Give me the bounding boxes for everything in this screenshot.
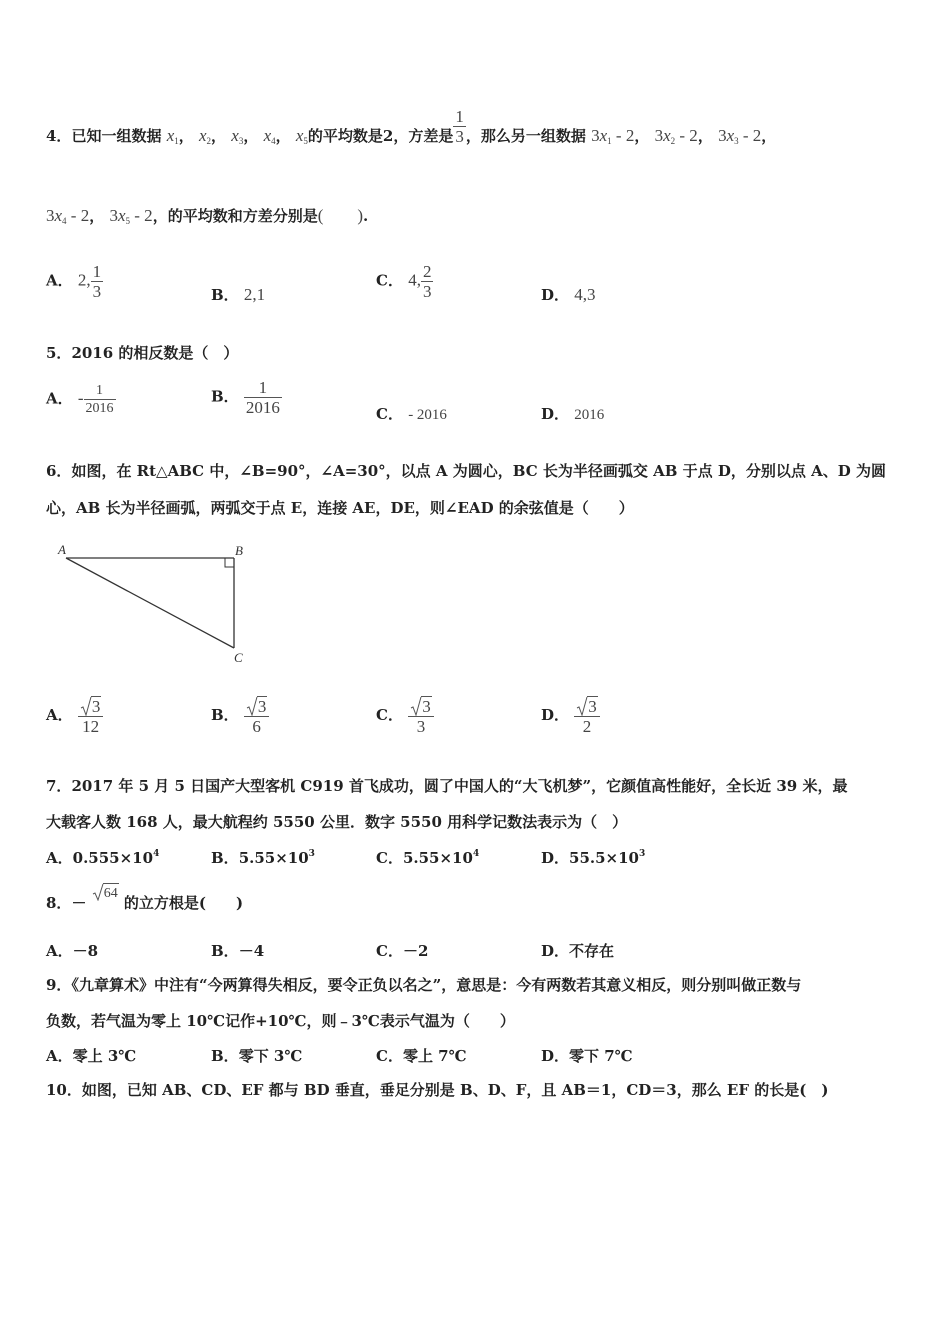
q4-var-x2: $x_2$ [198, 126, 212, 146]
q4-var-x5: $x_5$ [295, 126, 308, 146]
q9-stem-line-1: 9．《九章算术》中注有“今两算得失相反，要令正负以名之”，意思是：今有两数若其意义相反，则分别叫做正数与 [46, 976, 802, 994]
q6-stem-line-1: 6．如图，在 Rt△ABC 中，∠B=90°，∠A=30°，以点 A 为圆心，BC 长为半径画弧交 AB 于点 D，分别以点 A、D 为圆 [46, 462, 886, 480]
q6-option-a[interactable]: A． $\frac{3}{12}$ [46, 696, 103, 736]
q4-var-x4: $x_4$ [263, 126, 276, 146]
q4-option-b[interactable]: B． 2,1 [211, 285, 266, 304]
q8-sqrt-64: 64 [92, 883, 119, 904]
q4-option-a[interactable]: A． 2, $\frac{1}{3}$ [46, 262, 102, 301]
q7-option-b[interactable]: B．$5.55\times 10^3$ [211, 849, 315, 867]
q6-option-d[interactable]: D． $\frac{3}{2}$ [541, 696, 600, 736]
q9-option-a[interactable]: A．零上 3℃ [46, 1047, 137, 1065]
q5-option-b[interactable]: B． $\frac{1}{2016}$ [211, 378, 280, 417]
q6-stem-line-2: 心，AB 长为半径画弧，两弧交于点 E，连接 AE，DE，则∠EAD 的余弦值是（ ） [46, 499, 634, 517]
q4-option-d[interactable]: D． 4,3 [541, 285, 596, 304]
q4-text-4: 的平均数和方差分别是 [167, 207, 318, 225]
q4-expr-5: $3x_5 - 2$ [109, 206, 153, 226]
q4-line-2: $3x_4 - 2$， $3x_5 - 2$，的平均数和方差分别是( ). [46, 206, 369, 226]
q9-option-b[interactable]: B．零下 3℃ [211, 1047, 303, 1065]
q8-option-a[interactable]: A．－8 [46, 942, 99, 960]
q4-number: 4． [46, 127, 72, 145]
q7-option-c[interactable]: C．$5.55\times 10^4$ [376, 849, 480, 867]
q5-stem: 5．2016 的相反数是（ ） [46, 344, 239, 362]
fig-label-b: B [235, 543, 243, 558]
q4-var-x3: $x_3$ [231, 126, 244, 146]
q9-option-c[interactable]: C．零上 7℃ [376, 1047, 467, 1065]
q5-option-d[interactable]: D． 2016 [541, 405, 605, 423]
q5-option-c[interactable]: C． - 2016 [376, 405, 447, 423]
q9-option-d[interactable]: D．零下 7℃ [541, 1047, 633, 1065]
fig-label-c: C [234, 650, 243, 665]
q4-expr-1: $3x_1 - 2$ [591, 126, 635, 146]
q6-triangle-figure [50, 538, 260, 670]
q8-option-c[interactable]: C．－2 [376, 942, 429, 960]
q8-option-d[interactable]: D．不存在 [541, 942, 615, 960]
q4-option-c[interactable]: C． 4, $\frac{2}{3}$ [376, 262, 432, 301]
q6-option-b[interactable]: B． $\frac{3}{6}$ [211, 696, 269, 736]
q4-expr-4: $3x_4 - 2$ [46, 206, 90, 226]
q9-stem-line-2: 负数，若气温为零上 10℃记作+10℃，则﹣3℃表示气温为（ ） [46, 1012, 515, 1030]
q10-stem: 10．如图，已知 AB、CD、EF 都与 BD 垂直，垂足分别是 B、D、F，且 AB＝1，CD＝3，那么 EF 的长是( ) [46, 1081, 829, 1099]
fig-label-a: A [58, 542, 66, 557]
q8-option-b[interactable]: B．－4 [211, 942, 265, 960]
q5-option-a[interactable]: A． - $\frac{1}{2016}$ [46, 383, 114, 416]
q4-paren: ( ) [317, 206, 364, 225]
q4-variance-fraction: $\frac{1}{3}$ [455, 106, 464, 146]
q4-line-1: 4．已知一组数据 $x_1$， $x_2$， $x_3$， $x_4$， $x_5$的平均数是2，方差是 $\frac{1}{3}$ ，那么另一组数据 $3x_1 - 2$， $3x_2 - 2$， $3x_3 - 2$， [46, 106, 777, 146]
q4-expr-2: $3x_2 - 2$ [654, 126, 698, 146]
q4-var-x1: $x_1$ [166, 126, 179, 146]
q4-text-3: ，那么另一组数据 [465, 127, 586, 145]
q6-option-c[interactable]: C． $\frac{3}{3}$ [376, 696, 434, 736]
q4-expr-3: $3x_3 - 2$ [718, 126, 762, 146]
q8-stem: 8．－ 64 的立方根是( ) [46, 893, 243, 915]
q7-stem-line-1: 7．2017 年 5 月 5 日国产大型客机 C919 首飞成功，圆了中国人的“大飞机梦”，它颜值高性能好，全长近 39 米，最 [46, 777, 848, 795]
q7-option-d[interactable]: D．$55.5\times 10^3$ [541, 849, 646, 867]
q7-option-a[interactable]: A．$0.555\times 10^4$ [46, 849, 160, 867]
q7-stem-line-2: 大载客人数 168 人，最大航程约 5550 公里．数字 5550 用科学记数法表示为（ ） [46, 813, 628, 831]
q4-text-2: 的平均数是2，方差是 [307, 127, 454, 145]
q4-text-1: 已知一组数据 [71, 127, 162, 145]
